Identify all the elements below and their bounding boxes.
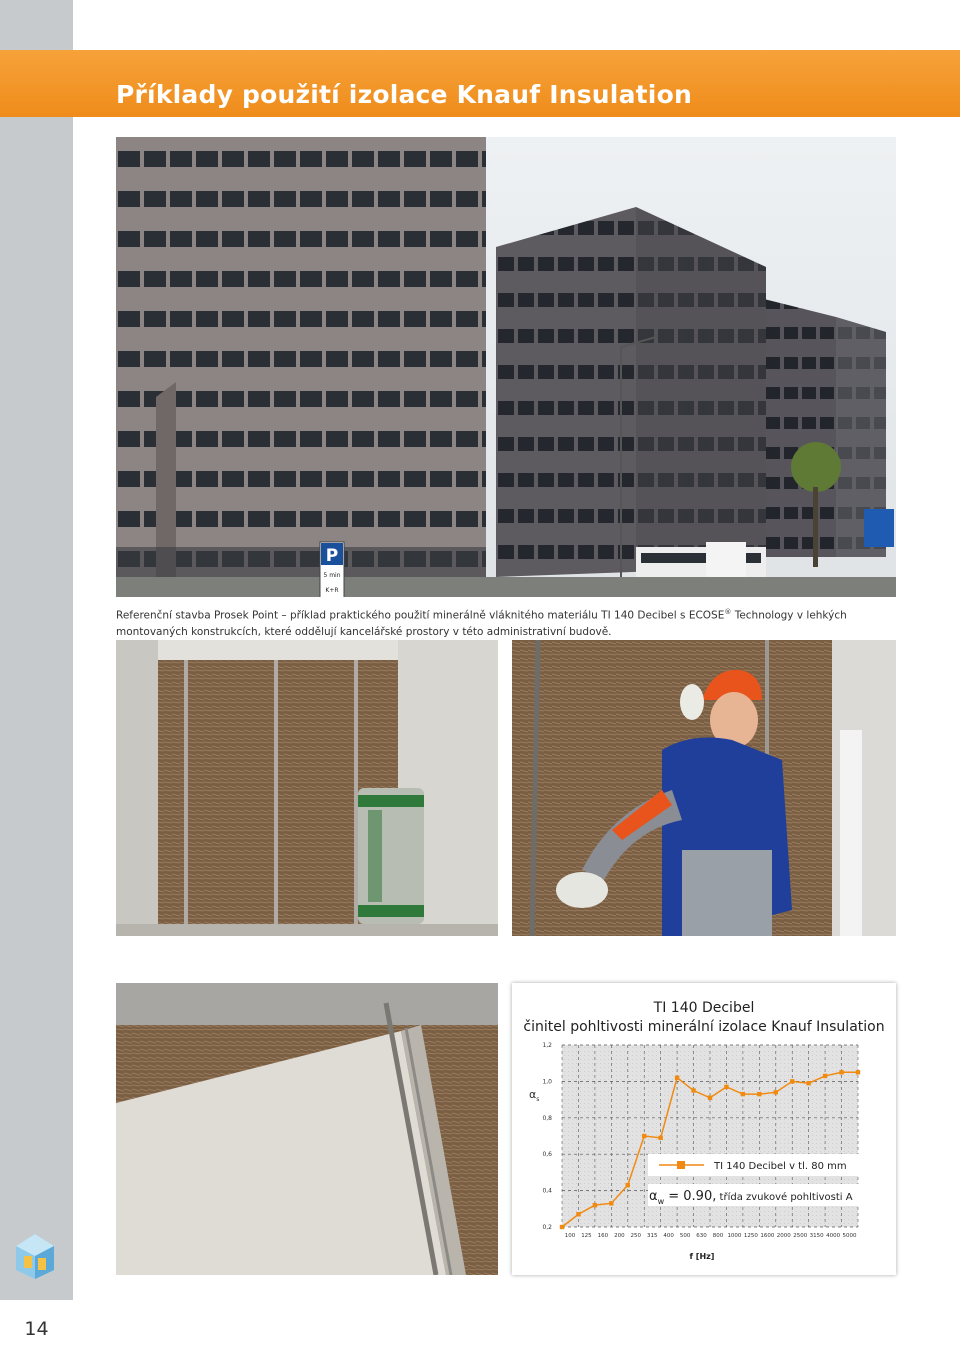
parking-zone-sign: K+R <box>325 587 339 594</box>
data-point <box>708 1096 712 1100</box>
chart-subtitle: činitel pohltivosti minerální izolace Knauf Insulation <box>523 1019 885 1035</box>
data-point <box>741 1092 745 1096</box>
x-tick-label: 100 <box>564 1233 576 1239</box>
legend-marker <box>677 1161 685 1169</box>
house-icon <box>14 1232 56 1280</box>
legend-label: TI 140 Decibel v tl. 80 mm <box>714 1161 847 1172</box>
x-tick-label: 125 <box>581 1233 592 1239</box>
data-point <box>609 1201 613 1205</box>
y-tick-label: 0,4 <box>542 1187 552 1195</box>
chart-title: TI 140 Decibel <box>653 1000 755 1016</box>
insulation-roll-illustration <box>116 640 498 936</box>
x-tick-label: 3150 <box>809 1233 824 1239</box>
y-tick-label: 1,2 <box>542 1042 552 1049</box>
data-point <box>839 1070 843 1074</box>
x-tick-label: 400 <box>663 1233 674 1239</box>
x-axis-label: f [Hz] <box>689 1252 715 1261</box>
parking-time-sign: 5 min <box>323 572 341 579</box>
x-tick-label: 1000 <box>727 1233 742 1239</box>
x-tick-label: 5000 <box>842 1233 857 1239</box>
x-tick-label: 2000 <box>776 1233 791 1239</box>
x-tick-label: 630 <box>696 1233 707 1239</box>
y-tick-label: 0,8 <box>542 1114 552 1122</box>
y-tick-label: 1,0 <box>542 1078 552 1086</box>
data-point <box>757 1092 761 1096</box>
data-point <box>856 1070 860 1074</box>
data-point <box>675 1076 679 1080</box>
data-point <box>724 1085 728 1089</box>
parking-sign: P <box>325 546 339 566</box>
data-point <box>823 1074 827 1078</box>
data-point <box>642 1134 646 1138</box>
data-point <box>774 1090 778 1094</box>
data-point <box>691 1088 695 1092</box>
data-point <box>560 1225 564 1229</box>
insulation-roll-photo <box>116 640 498 936</box>
data-point <box>806 1081 810 1085</box>
worker-photo <box>512 640 896 936</box>
x-tick-label: 315 <box>646 1233 658 1239</box>
x-tick-label: 1250 <box>743 1233 758 1239</box>
y-axis-label: $\alpha_s$ <box>529 1088 540 1103</box>
rating-text: $\alpha_w = 0.90$, třída zvukové pohltivosti A <box>649 1189 853 1206</box>
page-title: Příklady použití izolace Knauf Insulation <box>116 80 692 109</box>
data-point <box>790 1079 794 1083</box>
building-photo-illustration <box>116 137 896 597</box>
x-tick-label: 250 <box>630 1233 642 1239</box>
side-strip <box>0 0 73 1300</box>
absorption-chart <box>512 983 896 1275</box>
x-tick-label: 1600 <box>760 1233 775 1239</box>
x-tick-label: 500 <box>679 1233 691 1239</box>
page-number: 14 <box>24 1318 49 1340</box>
registered-mark: ® <box>724 608 732 616</box>
x-tick-label: 160 <box>597 1233 609 1239</box>
data-point <box>593 1203 597 1207</box>
caption-text-part1: Referenční stavba Prosek Point – příklad praktického použití minerálně vláknitého materiálu TI 140 Decibel s ECOSE <box>116 609 725 622</box>
y-tick-label: 0,2 <box>542 1224 552 1231</box>
plasterboard-photo <box>116 983 498 1275</box>
y-tick-label: 0,6 <box>542 1151 552 1159</box>
x-tick-label: 800 <box>712 1233 724 1239</box>
data-point <box>626 1183 630 1187</box>
x-tick-label: 200 <box>614 1233 625 1239</box>
data-point <box>576 1212 580 1216</box>
x-tick-label: 2500 <box>793 1233 808 1239</box>
building-photo <box>116 137 896 597</box>
data-point <box>658 1136 662 1140</box>
caption-text-part2: Technology v lehkých montovaných konstrukcích, které oddělují kancelářské prostory v této administrativní budově. <box>116 609 847 638</box>
photo-caption <box>116 604 906 640</box>
knauf-logo <box>14 1232 56 1280</box>
plasterboard-illustration <box>116 983 498 1275</box>
x-tick-label: 4000 <box>826 1233 841 1239</box>
worker-illustration <box>512 640 896 936</box>
chart-plot <box>512 983 896 1275</box>
